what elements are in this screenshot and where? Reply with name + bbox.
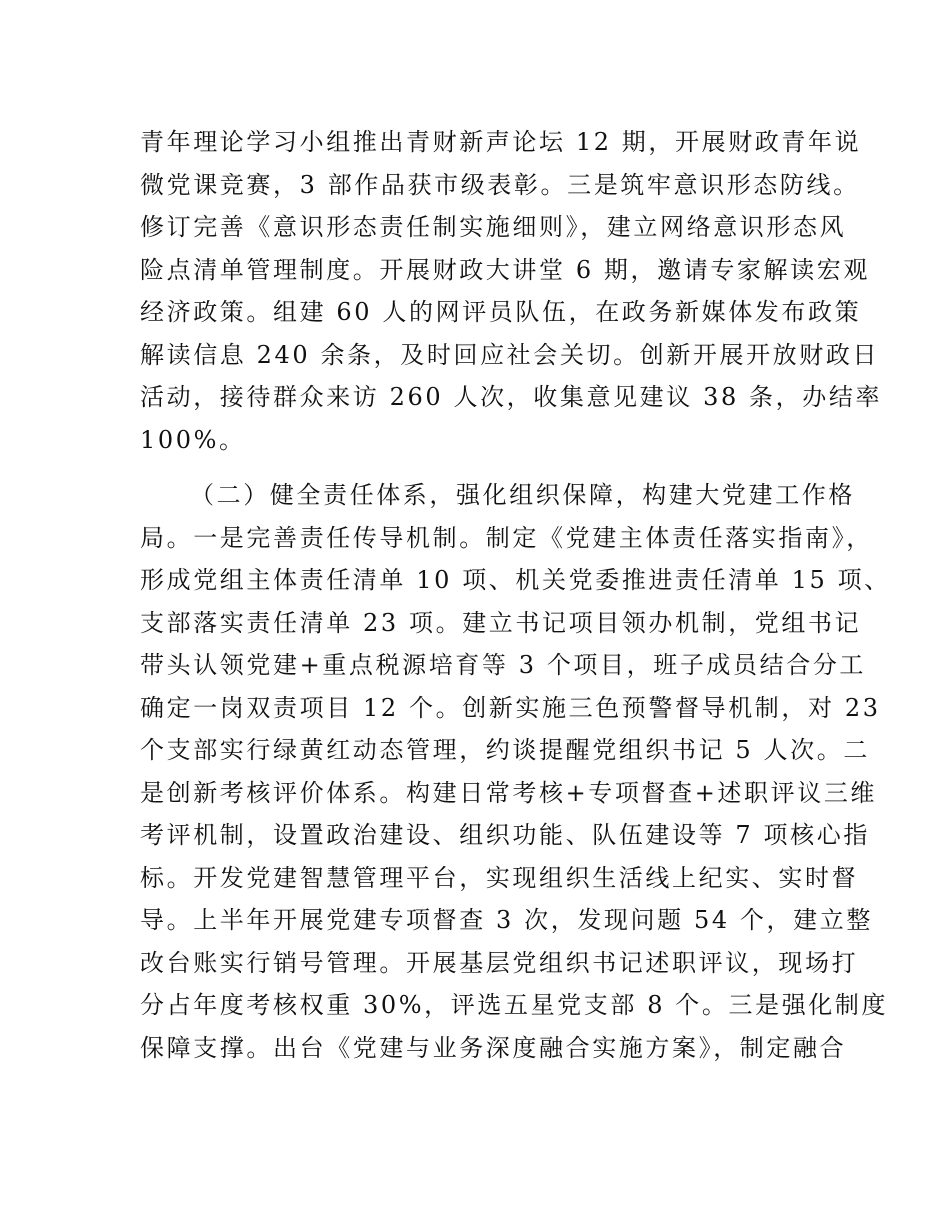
text-line: 活动，接待群众来访 260 人次，收集意见建议 38 条，办结率: [140, 383, 883, 411]
text-line: 带头认领党建+重点税源培育等 3 个项目，班子成员结合分工: [140, 651, 867, 679]
text-line: 微党课竞赛，3 部作品获市级表彰。三是筑牢意识形态防线。: [140, 171, 860, 199]
text-line: 险点清单管理制度。开展财政大讲堂 6 期，邀请专家解读宏观: [140, 256, 870, 284]
text-line: 是创新考核评价体系。构建日常考核+专项督查+述职评议三维: [140, 779, 878, 807]
text-line: 个支部实行绿黄红动态管理，约谈提醒党组织书记 5 人次。二: [140, 736, 870, 764]
text-line: 标。开发党建智慧管理平台，实现组织生活线上纪实、实时督: [140, 864, 859, 892]
text-line: 经济政策。组建 60 人的网评员队伍，在政务新媒体发布政策: [140, 298, 862, 326]
text-line: 确定一岗双责项目 12 个。创新实施三色预警督导机制，对 23: [140, 694, 881, 722]
text-line: 100%。: [140, 426, 246, 454]
text-line: 保障支撑。出台《党建与业务深度融合实施方案》，制定融合: [140, 1034, 847, 1062]
section-heading: （二）健全责任体系，强化组织保障，构建大党建工作格: [190, 481, 855, 509]
text-line: 改台账实行销号管理。开展基层党组织书记述职评议，现场打: [140, 949, 859, 977]
text-line: 修订完善《意识形态责任制实施细则》，建立网络意识形态风: [140, 213, 847, 241]
text-line: 解读信息 240 余条，及时回应社会关切。创新开展开放财政日: [140, 341, 880, 369]
text-line: 分占年度考核权重 30%，评选五星党支部 8 个。三是强化制度: [140, 991, 889, 1019]
text-line: 导。上半年开展党建专项督查 3 次，发现问题 54 个，建立整: [140, 906, 873, 934]
text-line: 考评机制，设置政治建设、组织功能、队伍建设等 7 项核心指: [140, 821, 870, 849]
text-line: 形成党组主体责任清单 10 项、机关党委推进责任清单 15 项、: [140, 566, 891, 594]
text-line: 局。一是完善责任传导机制。制定《党建主体责任落实指南》，: [140, 524, 873, 552]
text-line: 支部落实责任清单 23 项。建立书记项目领办机制，党组书记: [140, 609, 862, 637]
text-line: 青年理论学习小组推出青财新声论坛 12 期，开展财政青年说: [140, 128, 862, 156]
